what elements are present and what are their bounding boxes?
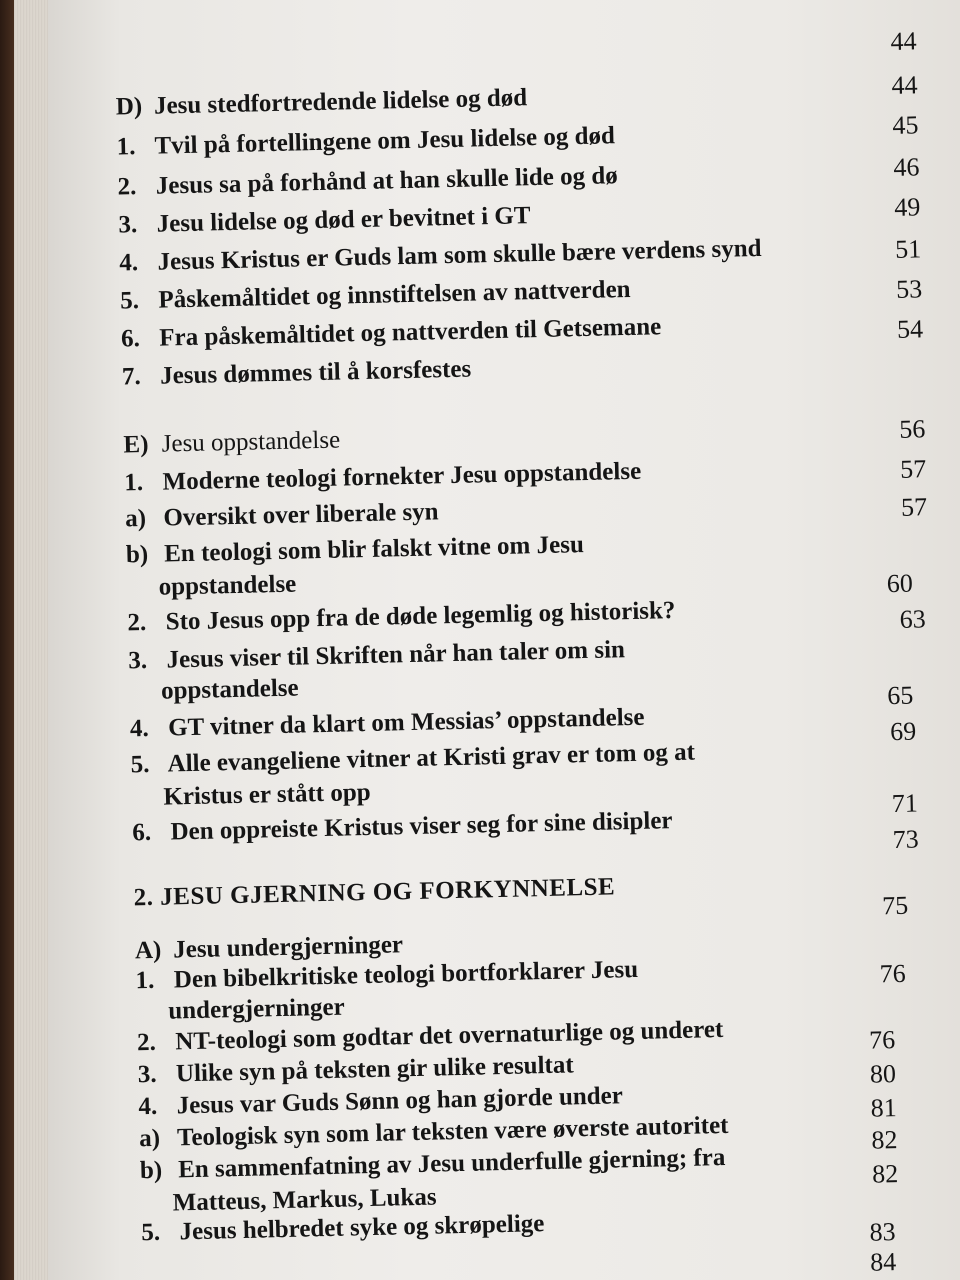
toc-entry [124, 459, 641, 497]
page-number: 57 [899, 454, 927, 484]
entry-text: GT vitner da klart om Messias’ oppstandelse [167, 703, 645, 742]
section-heading-a [135, 932, 404, 964]
entry-text: Jesus dømmes til å korsfestes [159, 355, 472, 390]
page-number: 82 [871, 1125, 898, 1155]
page-number: 76 [879, 958, 906, 989]
toc-entry [130, 705, 645, 743]
entry-text: Teologisk syn som lar teksten være øverste autoritet [176, 1111, 729, 1152]
entry-text: Alle evangeliene vitner at Kristi grav er tom og at [167, 738, 696, 778]
entry-text: Jesus Kristus er Guds lam som skulle bære verdens synd [157, 234, 762, 276]
entry-text: Jesus sa på forhånd at han skulle lide og dø [155, 162, 618, 200]
section-heading-e [123, 428, 340, 459]
entry-text: Jesu lidelse og død er bevitnet i GT [156, 202, 531, 238]
entry-number: a) [138, 1124, 161, 1153]
toc-entry [122, 357, 472, 391]
page-number: 45 [892, 110, 919, 140]
entry-text: Oversikt over liberale syn [163, 498, 439, 532]
page-number: 81 [870, 1093, 898, 1123]
entry-number: 2. [127, 608, 147, 637]
toc-entry [125, 499, 439, 532]
page-number: 75 [881, 890, 909, 921]
section-title: Jesu undergjerninger [172, 931, 404, 964]
entry-number: 7. [121, 363, 141, 391]
entry-number: 1. [124, 469, 144, 497]
page-number: 82 [871, 1159, 899, 1189]
entry-continuation: oppstandelse [158, 570, 297, 601]
entry-continuation: Kristus er stått opp [163, 778, 371, 811]
page-number: 46 [893, 152, 920, 182]
section-label: D) [115, 92, 143, 121]
entry-text: Påskemåltidet og innstiftelsen av nattverden [158, 275, 631, 314]
page-number: 49 [893, 192, 921, 222]
page-number: 80 [869, 1059, 897, 1089]
page-number: 84 [869, 1247, 897, 1277]
toc-entry [118, 203, 531, 238]
page-number: 51 [894, 234, 922, 264]
page-number: 53 [895, 274, 923, 304]
section-title: Jesu stedfortredende lidelse og død [153, 84, 528, 120]
entry-number: 2. [117, 173, 137, 201]
page-number: 76 [868, 1025, 896, 1055]
entry-text: NT-teologi som godtar det overnaturlige og underet [174, 1015, 724, 1056]
page-number: 71 [891, 788, 919, 819]
entry-number: 3. [137, 1060, 157, 1089]
page-number: 56 [898, 414, 926, 444]
entry-number: 5. [130, 750, 150, 779]
entry-number: 1. [116, 133, 136, 161]
entry-number: a) [124, 504, 147, 533]
entry-text: Jesus var Guds Sønn og han gjorde under [176, 1082, 624, 1120]
entry-text: En sammenfatning av Jesu underfulle gjerning; fra [177, 1143, 726, 1184]
entry-continuation: oppstandelse [160, 674, 299, 705]
entry-continuation: undergjerninger [168, 993, 345, 1025]
toc-entry [138, 1083, 623, 1120]
entry-number: b) [139, 1156, 163, 1185]
page-number: 65 [887, 680, 914, 711]
entry-number: b) [125, 540, 149, 569]
section-label: E) [123, 430, 149, 459]
entry-number: 5. [119, 287, 140, 315]
entry-continuation: Matteus, Markus, Lukas [172, 1183, 437, 1217]
entry-text: Den bibelkritiske teologi bortforklarer Jesu [173, 955, 639, 994]
book-page [48, 0, 960, 1280]
entry-number: 4. [119, 249, 139, 277]
entry-number: 1. [135, 966, 155, 995]
toc-entry [116, 123, 615, 160]
toc-entry [117, 163, 618, 200]
entry-text: Jesus viser til Skriften når han taler om sin [166, 636, 626, 674]
entry-number: 3. [128, 646, 148, 675]
toc-entry [127, 598, 675, 636]
entry-text: En teologi som blir falskt vitne om Jesu [163, 531, 585, 568]
entry-text: Ulike syn på teksten gir ulike resultat [175, 1051, 574, 1088]
entry-text: Jesus helbredet syke og skrøpelige [179, 1210, 545, 1246]
entry-text: Den oppreiste Kristus viser seg for sine disipler [170, 807, 673, 846]
entry-number: 6. [131, 818, 152, 847]
chapter-heading: 2. JESU GJERNING OG FORKYNNELSE [133, 873, 616, 912]
toc-entry [140, 1145, 726, 1184]
entry-text: Tvil på fortellingene om Jesu lidelse og død [154, 122, 616, 160]
toc-entry [119, 236, 762, 277]
toc-entry [130, 740, 695, 779]
entry-number: 2. [136, 1028, 157, 1057]
section-label: A) [134, 936, 162, 965]
section-title: Jesu oppstandelse [161, 426, 341, 458]
toc-entry [128, 637, 625, 674]
toc-entry [126, 532, 584, 568]
entry-number: 3. [118, 211, 138, 239]
page-number: 63 [899, 604, 926, 634]
toc-entry [121, 314, 662, 352]
entry-text: Fra påskemåltidet og nattverden til Getsemane [159, 313, 662, 352]
toc-entry [120, 277, 631, 315]
page-number: 57 [900, 492, 928, 522]
toc-entry [132, 808, 673, 846]
entry-number: 4. [138, 1092, 158, 1121]
page-number: 44 [890, 26, 917, 56]
entry-text: Sto Jesus opp fra de døde legemlig og historisk? [165, 596, 676, 636]
entry-number: 5. [141, 1218, 161, 1247]
page-number: 83 [869, 1217, 896, 1247]
entry-number: 6. [120, 325, 141, 353]
page-number: 73 [892, 824, 919, 855]
page-number: 60 [886, 568, 914, 599]
page-number: 44 [891, 70, 918, 100]
page-number: 54 [896, 314, 924, 344]
table-of-contents [48, 0, 960, 1280]
section-heading-d [116, 85, 528, 120]
entry-text: Moderne teologi fornekter Jesu oppstandelse [162, 457, 642, 496]
page-number: 69 [889, 716, 917, 747]
entry-number: 4. [129, 714, 149, 743]
toc-entry [137, 1052, 573, 1088]
